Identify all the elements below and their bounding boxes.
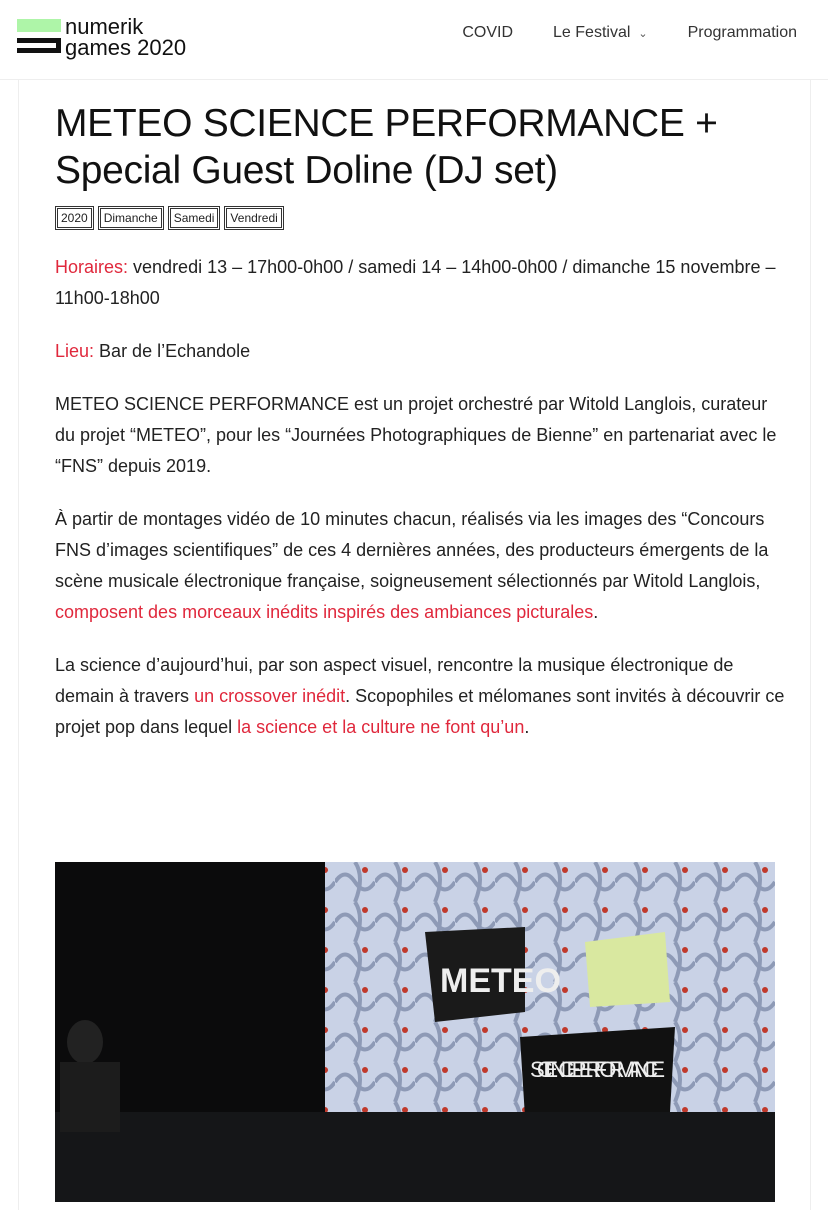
horaires-text: vendredi 13 – 17h00-0h00 / samedi 14 – 14h00-0h00 / dimanche 15 novembre – 11h00-18h00 [55,257,776,308]
lieu-text: Bar de l’Echandole [94,341,251,361]
logo-line1: numerik [65,14,144,39]
tag-vendredi[interactable]: Vendredi [224,206,283,230]
tag-samedi[interactable]: Samedi [168,206,221,230]
image-logo-text: METEO [440,962,561,1000]
main-nav [422,24,797,42]
tag-list [55,206,785,230]
lieu-label: Lieu: [55,341,95,361]
lieu [55,336,785,367]
p3-end: . [524,717,530,737]
chevron-down-icon: ⌄ [638,27,648,40]
logo-line2: games 2020 [65,35,187,60]
image-text: SCIENCE PERFORMANCE [530,1057,665,1082]
paragraph-1: METEO SCIENCE PERFORMANCE est un projet orchestré par Witold Langlois, curateur du projet “METEO”, pour les “Journées Photographiques de Bienne” en partenariat avec le “FNS” depuis 2019. [55,394,777,476]
nav-programmation[interactable] [688,24,797,42]
tag-dimanche[interactable]: Dimanche [98,206,164,230]
article-content [55,100,785,743]
logo-mark-icon [17,19,61,55]
nav-label: Le Festival [553,24,631,41]
p3-text: La science d’aujourd’hui, par son aspect visuel, rencontre la musique électronique de demain à travers [55,655,734,706]
page-title: METEO SCIENCE PERFORMANCE + Special Guest Doline (DJ set) [55,102,718,192]
p3-link-crossover[interactable]: un crossover inédit [194,686,346,706]
paragraph-2 [55,504,785,628]
horaires [55,252,785,314]
performance-photo [55,862,775,1202]
p3-text-2: . Scopophiles et mélomanes sont invités à découvrir ce projet pop dans lequel [55,686,785,737]
nav-label: Programmation [687,24,797,41]
site-logo[interactable] [17,16,186,58]
nav-covid[interactable] [462,24,513,42]
paragraph-3 [55,650,785,743]
site-header [0,0,828,80]
p2-text: À partir de montages vidéo de 10 minutes chacun, réalisés via les images des “Concours FNS d’images scientifiques” de ces 4 dernières années, des producteurs émergents de la scène musicale électronique française, soigneusement sélectionnés par Witold Langlois, [55,509,769,591]
p2-link[interactable]: composent des morceaux inédits inspirés des ambiances picturales [55,602,594,622]
tag-2020[interactable]: 2020 [55,206,94,230]
p3-link-science-culture[interactable]: la science et la culture ne font qu’un [237,717,525,737]
p2-end: . [593,602,599,622]
nav-le-festival[interactable] [553,24,648,42]
nav-label: COVID [462,24,514,41]
horaires-label: Horaires: [55,257,129,277]
